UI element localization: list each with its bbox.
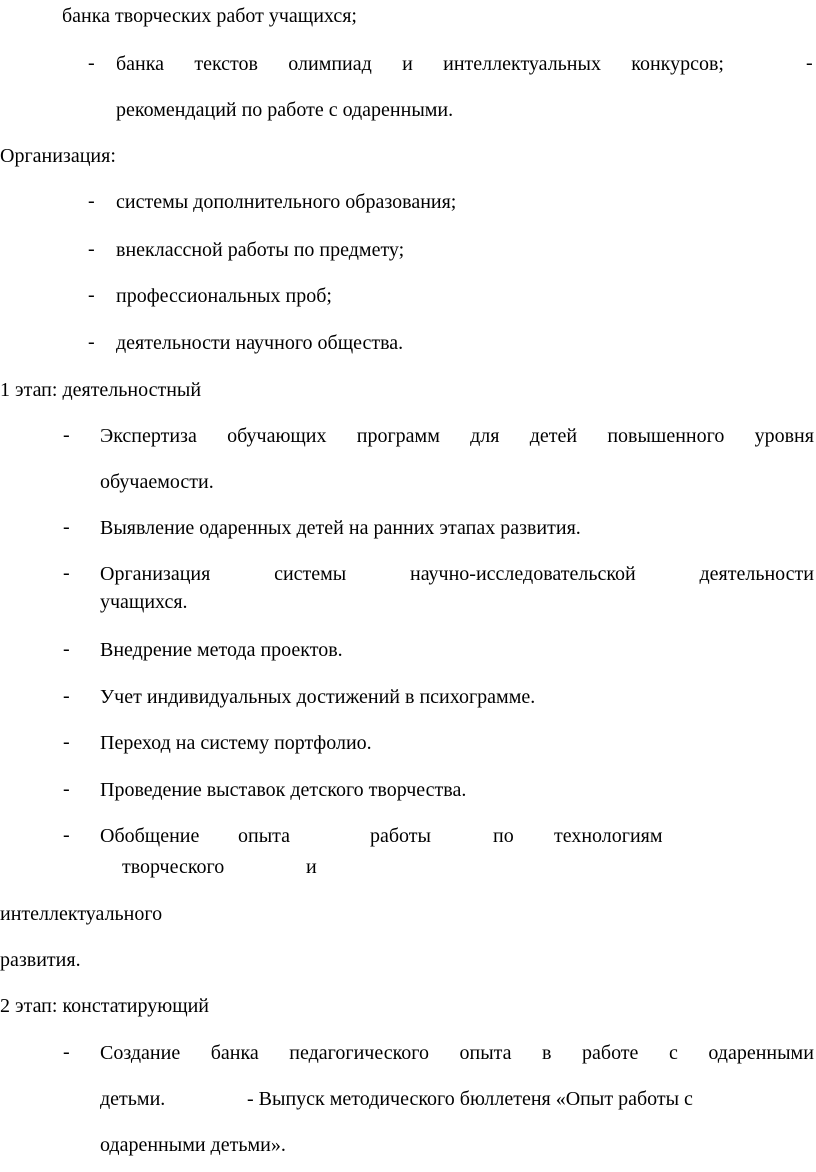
text-line: обучаемости. [100, 471, 214, 493]
word: Экспертиза [100, 425, 197, 447]
list-item: деятельности научного общества. [116, 332, 404, 354]
list-dash: - [63, 424, 70, 446]
word: научно-исследовательской [409, 563, 636, 585]
word: программ [356, 425, 440, 447]
word: работе [582, 1042, 639, 1064]
word: с [668, 1042, 678, 1064]
text-line: детьми. [100, 1088, 166, 1110]
list-item: Внедрение метода проектов. [100, 639, 343, 661]
word: технологиям [554, 825, 663, 847]
section-heading: Организация: [0, 145, 116, 167]
word: работы [370, 825, 431, 847]
list-item: Переход на систему портфолио. [100, 732, 372, 754]
list-dash: - [63, 638, 70, 660]
list-item: профессиональных проб; [116, 285, 332, 307]
list-dash: - [63, 562, 70, 584]
word: банка [210, 1042, 259, 1064]
text-line: банка творческих работ учащихся; [62, 5, 357, 27]
section-heading: 2 этап: констатирующий [0, 995, 209, 1017]
word: повышенного [607, 425, 725, 447]
list-dash: - [63, 778, 70, 800]
word: интеллектуальных [443, 53, 601, 75]
text-line: интеллектуального [0, 903, 163, 925]
text-line: одаренными детьми». [100, 1134, 286, 1156]
word: опыта [459, 1042, 512, 1064]
word: деятельности [699, 563, 814, 585]
text-line: творческого [122, 856, 225, 878]
list-item: Учет индивидуальных достижений в психограмме. [100, 686, 536, 708]
list-dash: - [88, 52, 95, 74]
word: одаренными [708, 1042, 814, 1064]
word: Обобщение [100, 825, 200, 847]
word: уровня [754, 425, 814, 447]
list-item-text-line [100, 424, 814, 448]
word: детей [529, 425, 578, 447]
word: и [402, 53, 413, 75]
list-item-text-line [116, 52, 724, 76]
word: для [470, 425, 500, 447]
list-item: Проведение выставок детского творчества. [100, 779, 467, 801]
word: текстов [194, 53, 258, 75]
list-item-text-line [100, 562, 814, 586]
list-item: внеклассной работы по предмету; [116, 239, 405, 261]
list-dash: - [88, 190, 95, 212]
text-line: учащихся. [100, 591, 188, 613]
word: в [542, 1042, 552, 1064]
word: по [493, 825, 514, 847]
section-heading: 1 этап: деятельностный [0, 379, 202, 401]
list-dash: - [63, 516, 70, 538]
list-dash: - [63, 824, 70, 846]
list-item: Выявление одаренных детей на ранних этапах развития. [100, 517, 581, 539]
word: конкурсов; [631, 53, 724, 75]
list-dash: - [88, 331, 95, 353]
word: педагогического [289, 1042, 429, 1064]
word: опыта [238, 825, 291, 847]
list-item-text-line [100, 1041, 814, 1065]
text-line: - Выпуск методического бюллетеня «Опыт работы с [247, 1088, 693, 1110]
word: системы [274, 563, 347, 585]
word: банка [116, 53, 165, 75]
word: олимпиад [288, 53, 372, 75]
text-line: рекомендаций по работе с одаренными. [116, 99, 454, 121]
list-dash: - [88, 284, 95, 306]
word: обучающих [227, 425, 327, 447]
word: Организация [100, 563, 211, 585]
text-line: и [306, 856, 317, 878]
list-dash: - [63, 1041, 70, 1063]
list-dash: - [806, 52, 813, 74]
list-dash: - [63, 685, 70, 707]
list-item: системы дополнительного образования; [116, 191, 457, 213]
word: Создание [100, 1042, 181, 1064]
text-line: развития. [0, 949, 81, 971]
list-dash: - [63, 731, 70, 753]
list-dash: - [88, 238, 95, 260]
